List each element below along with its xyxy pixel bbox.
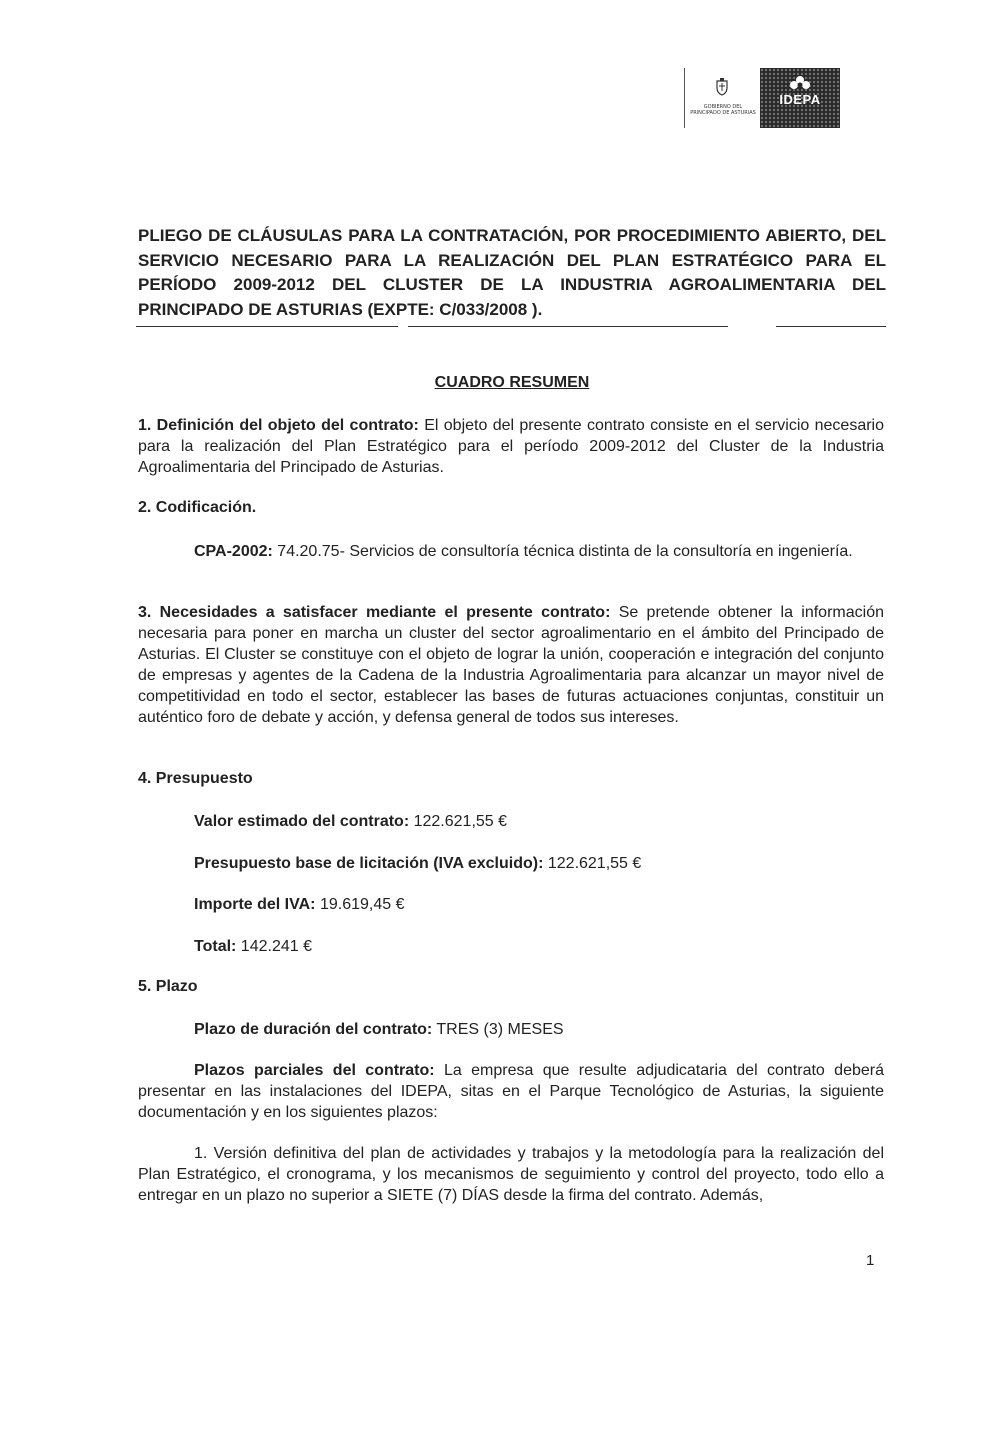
section-1-text: El objeto del presente contrato consiste en el servicio necesario para la realización del Plan Estratégico para el período 2009-2012 del Cluster de la Industria Agroalimentaria del Principado de Asturias. [138, 417, 884, 476]
plazo-duracion-label: Plazo de duración del contrato: [194, 1021, 433, 1038]
valor-estimado-label: Valor estimado del contrato: [194, 813, 410, 830]
page-number: 1 [866, 1252, 875, 1269]
government-logo-text: GOBIERNO DEL PRINCIPADO DE ASTURIAS [690, 104, 756, 116]
importe-iva-label: Importe del IVA: [194, 896, 316, 913]
total-value: 142.241 € [236, 938, 312, 955]
plazos-parciales-label: Plazos parciales del contrato: [194, 1062, 435, 1079]
plazos-parciales-text: La empresa que resulte adjudicataria del contrato deberá presentar en las instalaciones del IDEPA, sitas en el Parque Tecnológico de Asturias, la siguiente documentación y en los siguientes plazos: [138, 1062, 884, 1121]
section-1-paragraph [138, 415, 884, 478]
government-logo [684, 68, 758, 128]
section-5-heading: 5. Plazo [138, 978, 198, 995]
plazo-duracion-line [194, 1019, 884, 1040]
idepa-logo [760, 68, 840, 128]
flower-icon [788, 74, 812, 94]
crest-icon [715, 78, 729, 96]
section-3-text: Se pretende obtener la información necesaria para poner en marcha un cluster del sector agroalimentario en el ámbito del Principado de Asturias. El Cluster se constituye con el objeto de lograr la unión, cooperación e integración del conjunto de empresas y agentes de la Cadena de la Industria Agroalimentaria para alcanzar un mayor nivel de competitividad en todo el sector, establecer las bases de futuras actuaciones conjuntas, constituir un auténtico foro de debate y acción, y defensa general de todos sus intereses. [138, 604, 884, 726]
total-label: Total: [194, 938, 237, 955]
idepa-logo-text: IDEPA [779, 92, 821, 107]
presupuesto-base-value: 122.621,55 € [543, 855, 642, 872]
plazo-duracion-value: TRES (3) MESES [432, 1021, 564, 1038]
valor-estimado-value: 122.621,55 € [409, 813, 508, 830]
cpa-label: CPA-2002: [194, 543, 273, 560]
plazos-parciales-paragraph [138, 1060, 884, 1123]
summary-heading: CUADRO RESUMEN [434, 374, 590, 391]
cpa-paragraph [138, 541, 884, 562]
separator-line [776, 326, 886, 327]
importe-iva-line [194, 894, 884, 915]
separator-line [408, 326, 728, 327]
importe-iva-value: 19.619,45 € [315, 896, 405, 913]
section-4-heading: 4. Presupuesto [138, 770, 253, 787]
header-logos [684, 68, 840, 128]
total-line [194, 936, 884, 957]
section-2-heading: 2. Codificación. [138, 499, 257, 516]
valor-estimado-line [194, 811, 884, 832]
section-3-paragraph [138, 602, 884, 728]
cpa-text: 74.20.75- Servicios de consultoría técnica distinta de la consultoría en ingeniería. [272, 543, 853, 560]
plazo-item-1: 1. Versión definitiva del plan de actividades y trabajos y la metodología para la realización del Plan Estratégico, el cronograma, y los mecanismos de seguimiento y control del proyecto, todo ello a entregar en un plazo no superior a SIETE (7) DÍAS desde la firma del contrato. Además, [138, 1145, 884, 1204]
presupuesto-base-label: Presupuesto base de licitación (IVA excluido): [194, 855, 544, 872]
presupuesto-base-line [194, 853, 884, 874]
section-1-label: 1. Definición del objeto del contrato: [138, 417, 419, 434]
separator-line [136, 326, 398, 327]
section-3-label: 3. Necesidades a satisfacer mediante el presente contrato: [138, 604, 611, 621]
document-title: PLIEGO DE CLÁUSULAS PARA LA CONTRATACIÓN, POR PROCEDIMIENTO ABIERTO, DEL SERVICIO NECESARIO PARA LA REALIZACIÓN DEL PLAN ESTRATÉGICO PARA EL PERÍODO 2009-2012 DEL CLUSTER DE LA INDUSTRIA AGROALIMENTARIA DEL PRINCIPADO DE ASTURIAS (EXPTE: C/033/2008 ). [138, 226, 886, 319]
